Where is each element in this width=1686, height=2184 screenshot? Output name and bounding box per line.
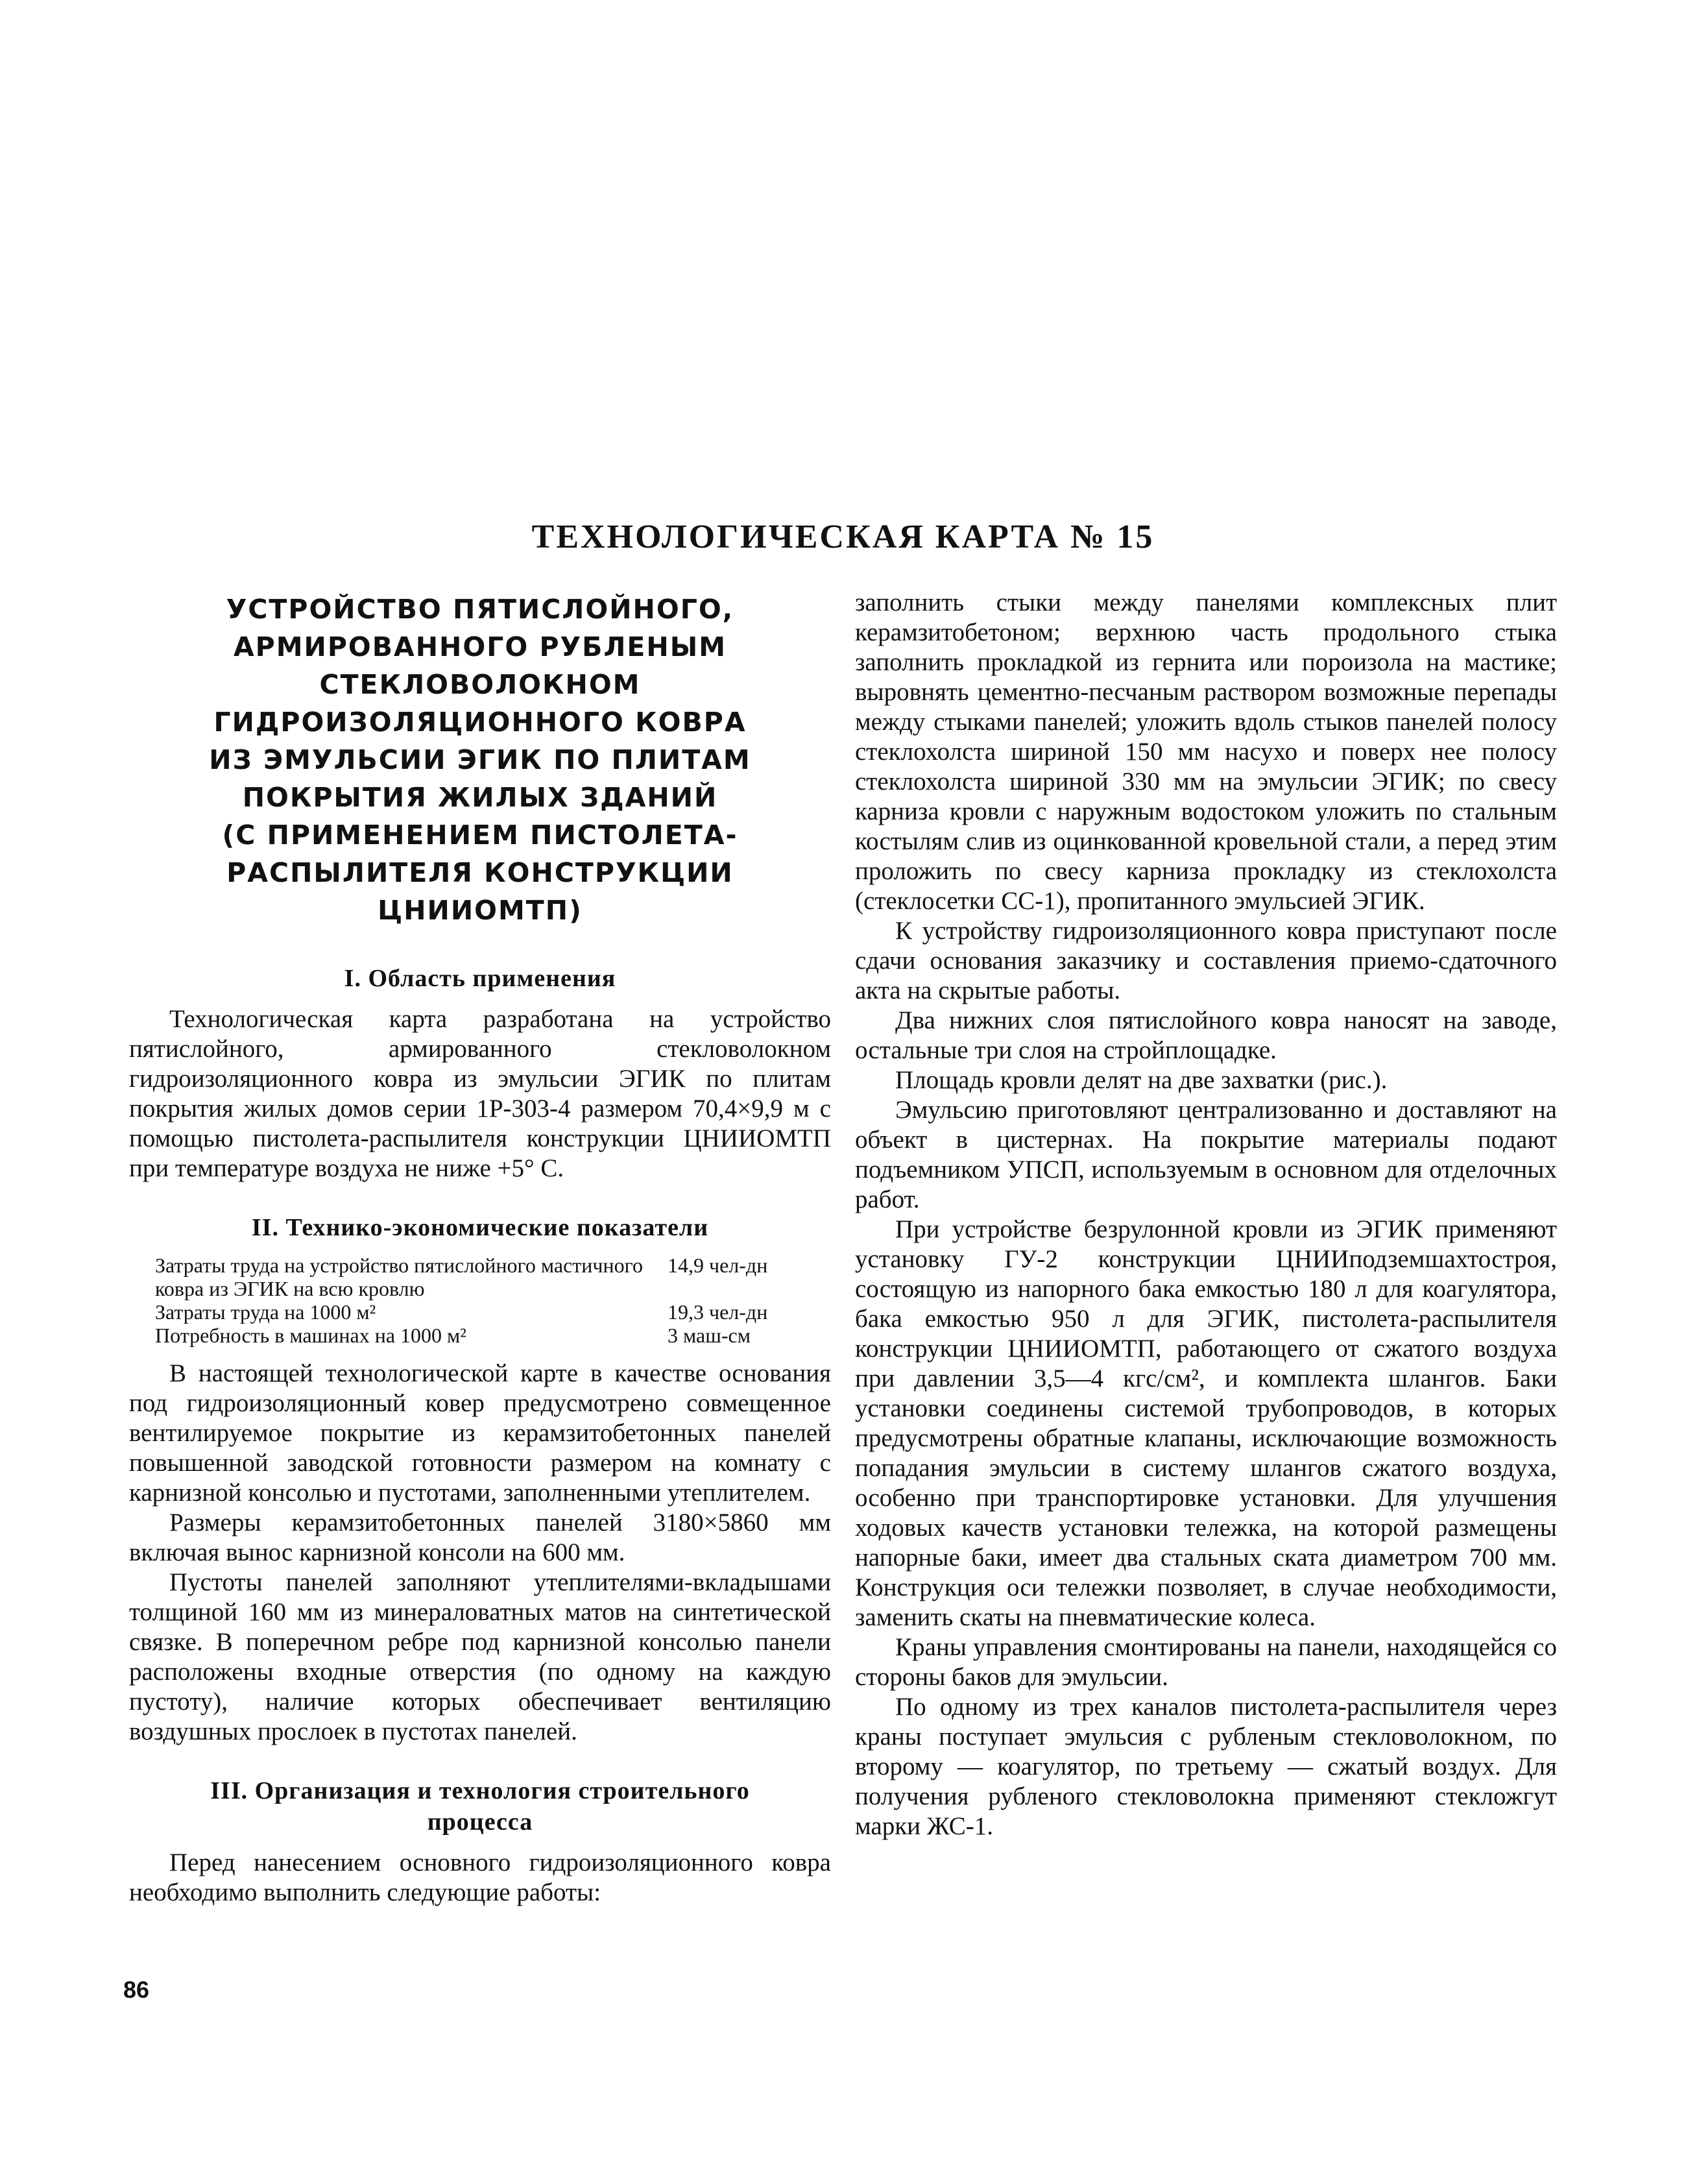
paragraph: В настоящей технологической карте в качестве основания под гидроизоляционный ковер предусмотрено совмещенное вентилируемое покрытие из керамзитобетонных панелей повышенной заводской готовности размером на комнату с карнизной консолью и пустотами, заполненными утеплителем. <box>129 1359 831 1507</box>
subtitle-line: АРМИРОВАННОГО РУБЛЕНЫМ <box>233 631 727 662</box>
page-title: ТЕХНОЛОГИЧЕСКАЯ КАРТА № 15 <box>531 518 1155 555</box>
paragraph: По одному из трех каналов пистолета-распылителя через краны поступает эмульсия с рубленым стекловолокном, по второму — коагулятор, по третьему — сжатый воздух. Для получения рубленого стекловолокна применяют стекложгут марки ЖС-1. <box>855 1693 1557 1840</box>
section-heading <box>129 1775 831 1838</box>
document-subtitle <box>129 590 831 929</box>
paragraph: Пустоты панелей заполняют утеплителями-вкладышами толщиной 160 мм из минераловатных матов на синтетической связке. В поперечном ребре под карнизной консолью панели расположены входные отверстия (по одному на каждую пустоту), наличие которых обеспечивает вентиляцию воздушных прослоек в пустотах панелей. <box>129 1568 831 1745</box>
paragraph: Размеры керамзитобетонных панелей 3180×5860 мм включая вынос карнизной консоли на 600 мм. <box>129 1509 831 1566</box>
paragraph: Площадь кровли делят на две захватки (рис.). <box>895 1066 1388 1094</box>
subtitle-line: ПОКРЫТИЯ ЖИЛЫХ ЗДАНИЙ <box>242 782 718 813</box>
section-heading: I. Область применения <box>344 965 616 992</box>
table-row <box>129 1254 831 1300</box>
section-heading: II. Технико-экономические показатели <box>251 1214 709 1241</box>
left-column <box>129 590 831 1908</box>
table-row <box>129 1324 831 1347</box>
section-heading-line: III. Организация и технология строительного <box>210 1777 750 1804</box>
table-row <box>129 1300 831 1324</box>
paragraph: заполнить стыки между панелями комплексных плит керамзитобетоном; верхнюю часть продольного стыка заполнить прокладкой из гернита или пороизола на мастике; выровнять цементно-песчаным раствором возможные перепады между стыками панелей; уложить вдоль стыков панелей полосу стеклохолста шириной 150 мм насухо и поверх нее полосу стеклохолста шириной 330 мм на эмульсии ЭГИК; по свесу карниза кровли с наружным водостоком уложить по стальным костылям слив из оцинкованной кровельной стали, а перед этим проложить по свесу карниза прокладку из стеклохолста (стеклосетки СС-1), пропитанного эмульсией ЭГИК. <box>855 588 1557 915</box>
subtitle-line: ИЗ ЭМУЛЬСИИ ЭГИК ПО ПЛИТАМ <box>209 744 751 775</box>
section-heading-line: процесса <box>427 1808 533 1836</box>
subtitle-line: УСТРОЙСТВО ПЯТИСЛОЙНОГО, <box>226 594 734 625</box>
section-scope <box>129 963 831 1183</box>
section-organization <box>129 1775 831 1908</box>
subtitle-line: РАСПЫЛИТЕЛЯ КОНСТРУКЦИИ <box>226 857 734 888</box>
indicator-value: 3 маш-см <box>668 1324 751 1347</box>
section-indicators <box>129 1212 831 1747</box>
indicator-label: Потребность в машинах на 1000 м² <box>155 1324 466 1347</box>
indicator-value: 14,9 чел-дн <box>668 1254 768 1277</box>
subtitle-line: (С ПРИМЕНЕНИЕМ ПИСТОЛЕТА- <box>222 819 738 851</box>
paragraph: Эмульсию приготовляют централизованно и доставляют на объект в цистернах. На покрытие материалы подают подъемником УПСП, используемым в основном для отделочных работ. <box>855 1096 1557 1213</box>
paragraph: Два нижних слоя пятислойного ковра наносят на заводе, остальные три слоя на стройплощадке. <box>855 1006 1557 1064</box>
paragraph: Краны управления смонтированы на панели, находящейся со стороны баков для эмульсии. <box>855 1633 1557 1691</box>
indicator-label: Затраты труда на 1000 м² <box>155 1300 376 1324</box>
page-number: 86 <box>123 1976 150 2003</box>
indicator-value: 19,3 чел-дн <box>668 1300 768 1324</box>
paragraph: К устройству гидроизоляционного ковра приступают после сдачи основания заказчику и составления приемо-сдаточного акта на скрытые работы. <box>855 917 1557 1004</box>
paragraph: Перед нанесением основного гидроизоляционного ковра необходимо выполнить следующие работы: <box>129 1849 831 1906</box>
right-column <box>855 588 1557 1841</box>
subtitle-line: ГИДРОИЗОЛЯЦИОННОГО КОВРА <box>213 707 747 738</box>
paragraph: Технологическая карта разработана на устройство пятислойного, армированного стекловолокном гидроизоляционного ковра из эмульсии ЭГИК по плитам покрытия жилых домов серии 1Р-303-4 размером 70,4×9,9 м с помощью пистолета-распылителя конструкции ЦНИИОМТП при температуре воздуха не ниже +5° С. <box>129 1005 831 1182</box>
subtitle-line: СТЕКЛОВОЛОКНОМ <box>319 669 641 700</box>
paragraph: При устройстве безрулонной кровли из ЭГИК применяют установку ГУ-2 конструкции ЦНИИподземшахтостроя, состоящую из напорного бака емкостью 180 л для коагулятора, бака емкостью 950 л для ЭГИК, пистолета-распылителя конструкции ЦНИИОМТП, работающего от сжатого воздуха при давлении 3,5—4 кгс/см², и комплекта шлангов. Баки установки соединены системой трубопроводов, в которых предусмотрены обратные клапаны, исключающие возможность попадания эмульсии в систему шлангов сжатого воздуха, особенно при транспортировке установки. Для улучшения ходовых качеств установки тележка, на которой размещены напорные баки, имеет два стальных ската диаметром 700 мм. Конструкция оси тележки позволяет, в случае необходимости, заменить скаты на пневматические колеса. <box>855 1215 1557 1631</box>
indicator-label: Затраты труда на устройство пятислойного мастичного ковра из ЭГИК на всю кровлю <box>155 1254 643 1300</box>
indicators-table <box>129 1254 831 1347</box>
subtitle-line: ЦНИИОМТП) <box>378 895 583 926</box>
